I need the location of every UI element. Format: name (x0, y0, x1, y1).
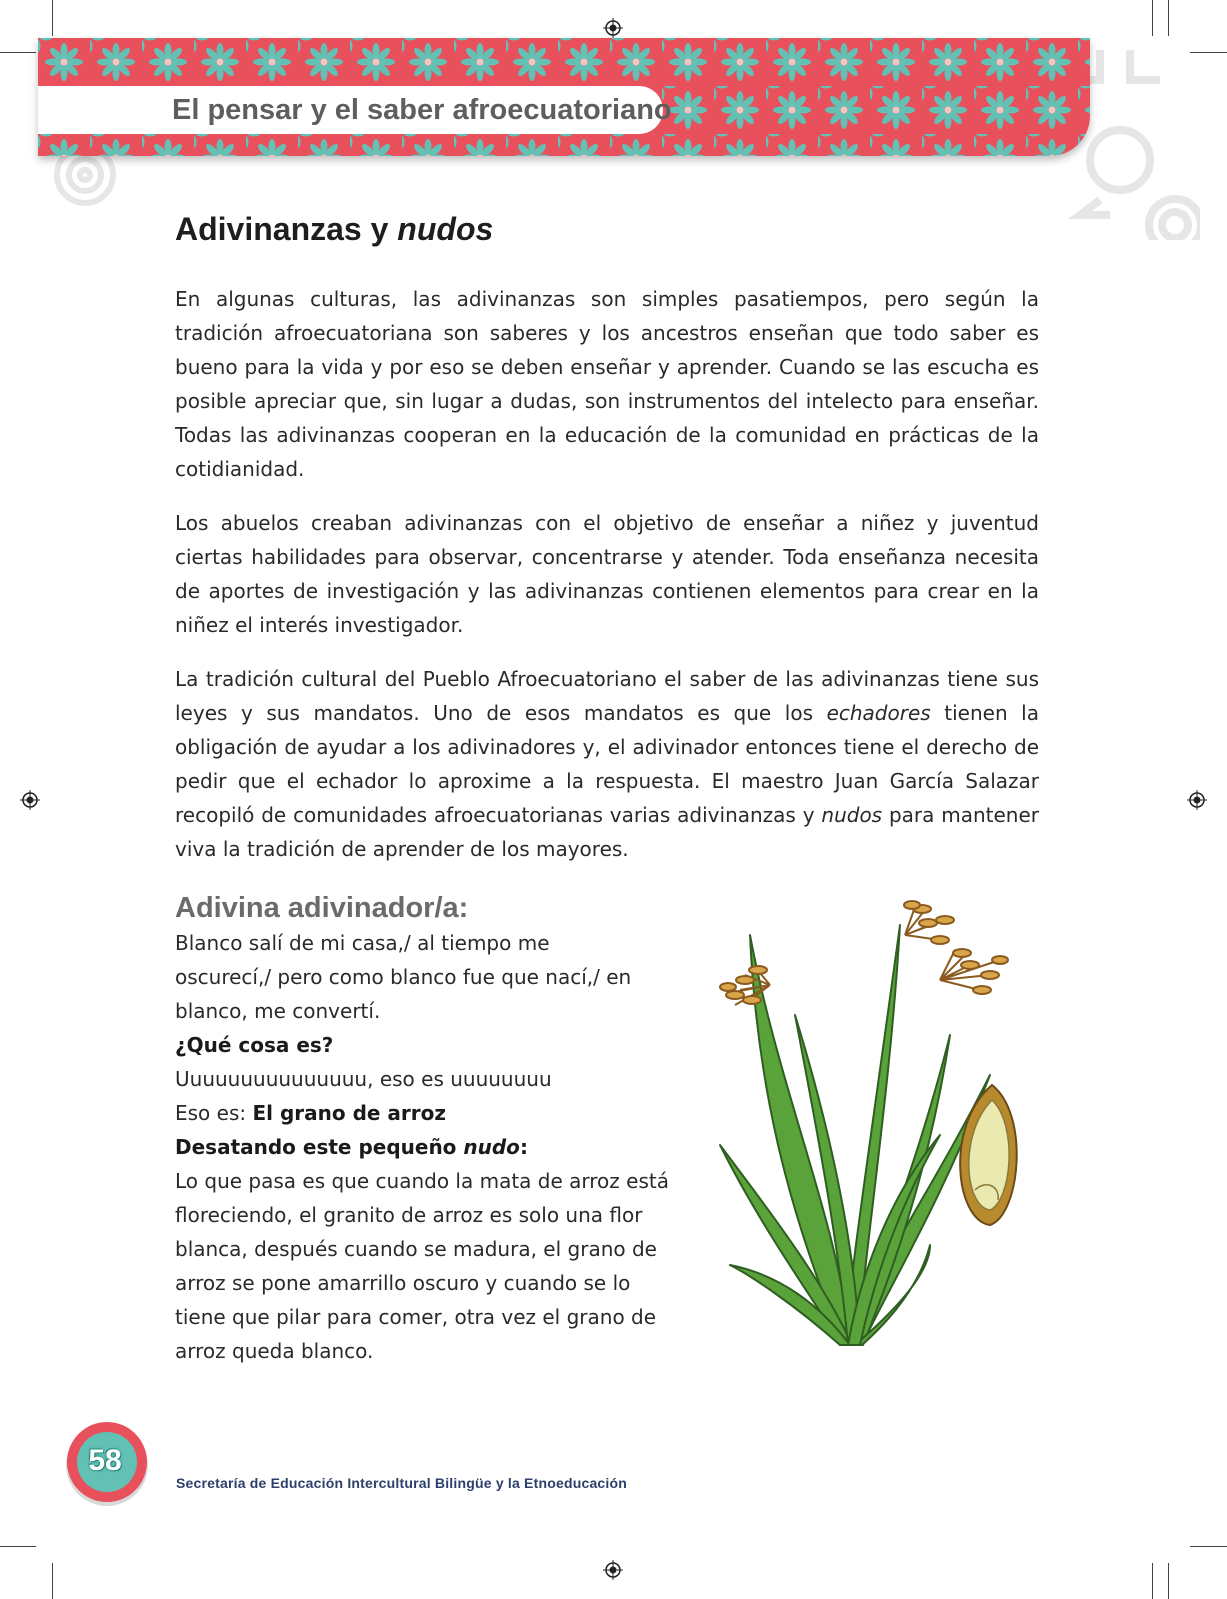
swirl-ornament-icon (40, 150, 130, 220)
riddle-answer-line (175, 1096, 675, 1130)
paragraph-italic: echadores (826, 701, 931, 725)
knot-heading-italic: nudo (463, 1135, 520, 1159)
crop-mark (1152, 0, 1153, 36)
knot-heading-colon: : (519, 1135, 528, 1159)
crop-mark (0, 52, 36, 53)
paragraph: Los abuelos creaban adivinanzas con el objetivo de enseñar a niñez y juventud ciertas habilidades para observar, concentrarse y atender. Toda enseñanza necesita de aportes de investigación y las adivinanzas contienen elementos para crear en la niñez el interés investigador. (175, 511, 1039, 637)
registration-mark-icon (20, 790, 40, 810)
knot-heading-text: Desatando este pequeño (175, 1135, 464, 1159)
rice-plant-icon (700, 895, 1030, 1355)
knot-heading (175, 1130, 675, 1164)
riddle-answer: El grano de arroz (252, 1101, 447, 1125)
paragraph-text: tienen la obligación de ayudar a los adivinadores y, el adivinador entonces tiene el derecho de pedir que el echador lo aproxime a la respuesta. El maestro Juan García Salazar recopiló de comunidades afroecuatorianas varias adivinanzas y (175, 701, 1039, 827)
crop-mark (0, 1546, 36, 1547)
article-body (175, 282, 1039, 886)
crop-mark (1152, 1563, 1153, 1599)
article-title (175, 204, 493, 254)
answer-label: Eso es: (175, 1101, 253, 1125)
paragraph: En algunas culturas, las adivinanzas son simples pasatiempos, pero según la tradición afroecuatoriana son saberes y los ancestros enseñan que todo saber es bueno para la vida y por eso se deben enseñar y aprender. Cuando se las escucha es posible apreciar que, sin lugar a dudas, son instrumentos del intelecto para enseñar. Todas las adivinanzas cooperan en la educación de la comunidad en prácticas de la cotidianidad. (175, 287, 1039, 481)
riddle-heading: Adivina adivinador/a: (175, 892, 469, 924)
registration-mark-icon (603, 1560, 623, 1580)
page-number: 58 (88, 1444, 122, 1477)
article-title-main: Adivinanzas y (175, 211, 398, 247)
banner-title: El pensar y el saber afroecuatoriano (172, 94, 672, 126)
riddle-block (175, 926, 675, 1368)
registration-mark-icon (1187, 790, 1207, 810)
paragraph-text: para mantener viva la tradición de aprender de los mayores. (175, 803, 1039, 861)
crop-mark (1168, 1563, 1169, 1599)
riddle-question: ¿Qué cosa es? (175, 1033, 334, 1057)
crop-mark (1168, 0, 1169, 36)
riddle-exclamation: Uuuuuuuuuuuuuuu, eso es uuuuuuuu (175, 1067, 552, 1091)
paragraph-text: La tradición cultural del Pueblo Afroecuatoriano el saber de las adivinanzas tiene sus leyes y sus mandatos. Uno de esos mandatos es que los (175, 667, 1039, 725)
rice-grain-icon (960, 1085, 1017, 1225)
crop-mark (52, 0, 53, 36)
paragraph (175, 662, 1039, 866)
knot-explanation: Lo que pasa es que cuando la mata de arroz está floreciendo, el granito de arroz es solo una flor blanca, después cuando se madura, el grano de arroz se pone amarrillo oscuro y cuando se lo tiene que pilar para comer, otra vez el grano de arroz queda blanco. (175, 1169, 669, 1363)
footer-publisher: Secretaría de Educación Intercultural Bilingüe y la Etnoeducación (176, 1475, 628, 1491)
article-title-italic: nudos (397, 211, 494, 247)
crop-mark (1190, 1546, 1227, 1547)
paragraph-italic: nudos (821, 803, 883, 827)
riddle-verse: Blanco salí de mi casa,/ al tiempo me oscurecí,/ pero como blanco fue que nací,/ en blanco, me convertí. (175, 931, 632, 1023)
crop-mark (52, 1563, 53, 1599)
registration-mark-icon (603, 18, 623, 38)
